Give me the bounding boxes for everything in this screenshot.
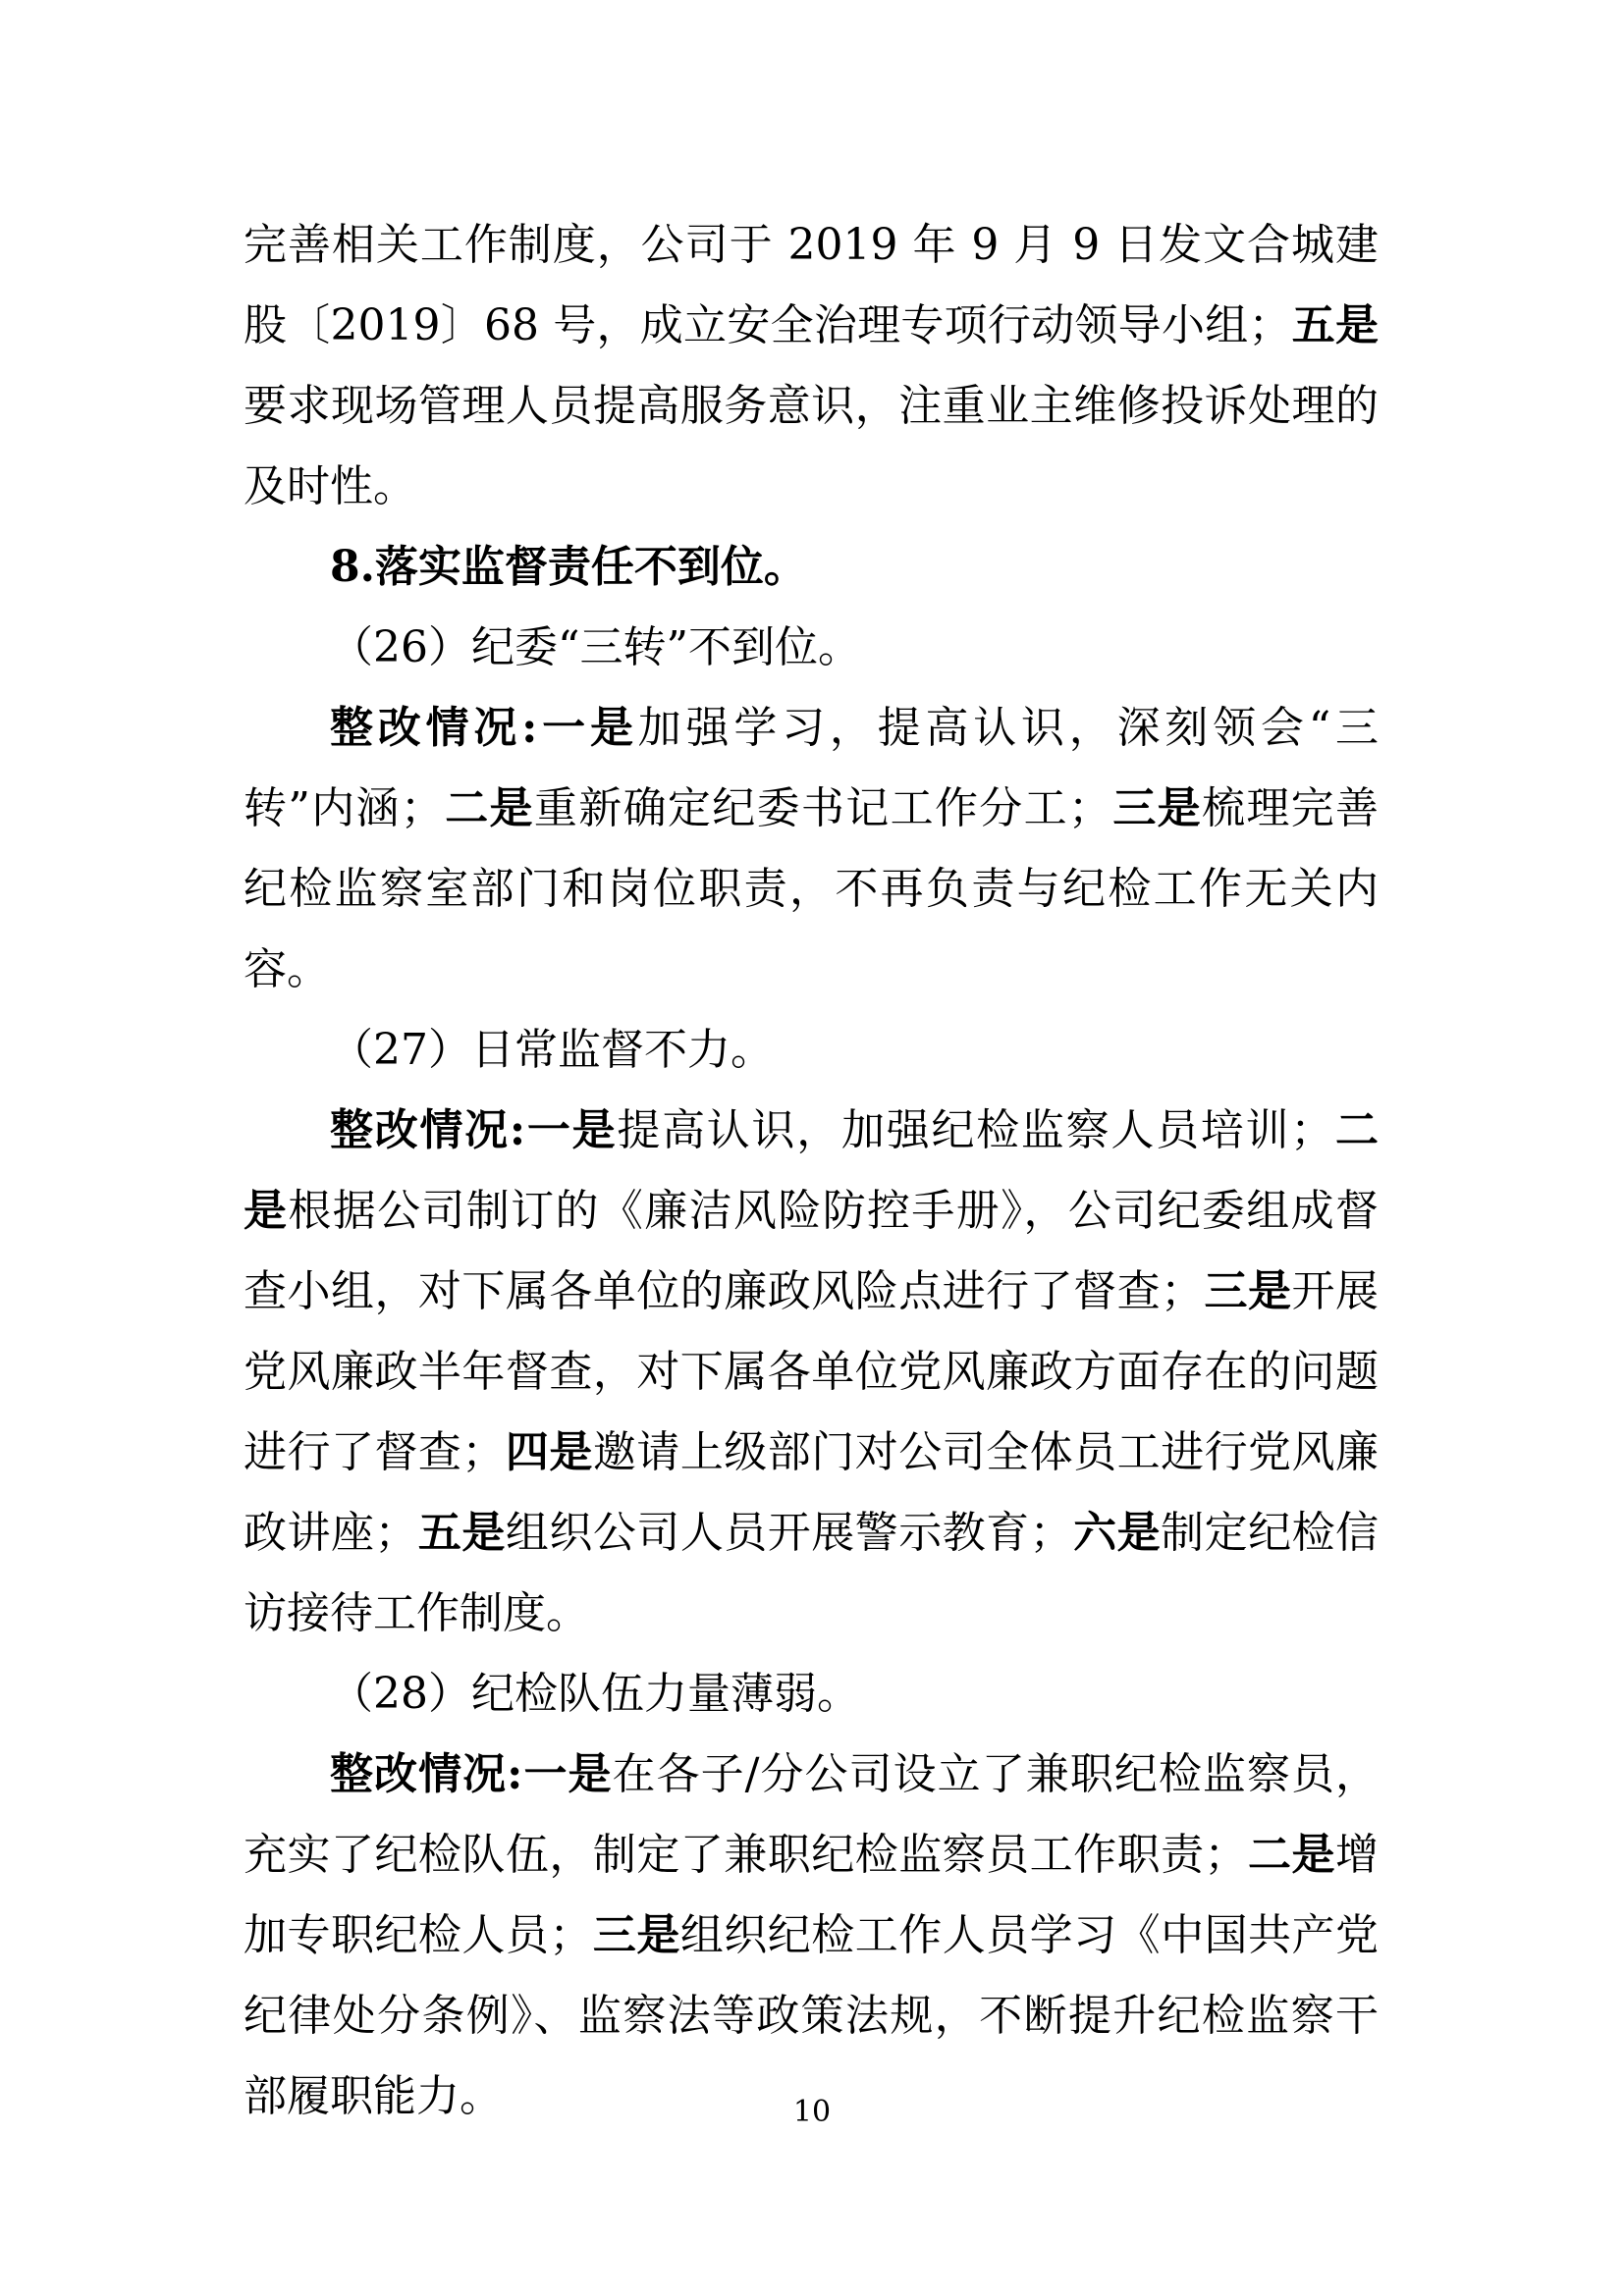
text-run: （28）纪检队伍力量薄弱。 [330, 1669, 860, 1719]
bold-text-run: 三是 [1204, 1266, 1292, 1316]
paragraph [244, 205, 1379, 527]
paragraph [244, 1654, 1379, 1735]
document-body [244, 205, 1379, 2137]
bold-text-run: 二是 [443, 783, 534, 833]
text-run: 开展党风廉政半年督查，对下属各单位党风廉政方面存在的问题进行了督查； [244, 1266, 1380, 1477]
text-run: 制定纪检信访接待工作制度。 [244, 1508, 1380, 1638]
paragraph [244, 527, 1379, 608]
paragraph [244, 1010, 1379, 1091]
text-run: 增加专职纪检人员； [244, 1830, 1380, 1960]
text-run: （26）纪委“三转”不到位。 [330, 622, 861, 672]
paragraph [244, 1091, 1379, 1654]
text-run: （27）日常监督不力。 [330, 1025, 774, 1075]
bold-text-run: 三是 [1110, 783, 1203, 833]
bold-text-run: 整改情况: [330, 703, 538, 753]
bold-text-run: 三是 [592, 1910, 680, 1960]
bold-text-run: 二是 [244, 1105, 1380, 1236]
text-run: 在各子/分公司设立了兼职纪检监察员，充实了纪检队伍，制定了兼职纪检监察员工作职责； [244, 1749, 1380, 1880]
bold-text-run: 一是 [525, 1105, 618, 1155]
text-run: 提高认识，加强纪检监察人员培训； [617, 1105, 1334, 1155]
page-number: 10 [792, 2095, 832, 2129]
bold-text-run: 整改情况: [330, 1749, 523, 1799]
text-run: 要求现场管理人员提高服务意识，注重业主维修投诉处理的及时性。 [244, 381, 1379, 511]
text-run: 组织纪检工作人员学习《中国共产党纪律处分条例》、监察法等政策法规，不断提升纪检监察干部履职能力。 [244, 1910, 1380, 2121]
bold-text-run: 四是 [505, 1427, 593, 1477]
text-run: 组织公司人员开展警示教育； [505, 1508, 1073, 1558]
bold-text-run: 一是 [537, 703, 638, 753]
bold-text-run: 六是 [1072, 1508, 1162, 1558]
bold-text-run: 8.落实监督责任不到位。 [330, 542, 807, 592]
text-run: 梳理完善纪检监察室部门和岗位职责，不再负责与纪检工作无关内容。 [244, 783, 1380, 994]
text-run: 根据公司制订的《廉洁风险防控手册》，公司纪委组成督查小组，对下属各单位的廉政风险点进行了督查； [244, 1186, 1380, 1316]
bold-text-run: 五是 [417, 1508, 506, 1558]
paragraph [244, 688, 1379, 1010]
bold-text-run: 二是 [1247, 1830, 1336, 1880]
paragraph [244, 1735, 1379, 2137]
text-run: 加强学习，提高认识，深刻领会“三转”内涵； [244, 703, 1380, 833]
text-run: 重新确定纪委书记工作分工； [533, 783, 1111, 833]
bold-text-run: 五是 [1291, 300, 1380, 350]
text-run: 完善相关工作制度，公司于 2019 年 9 月 9 日发文合城建股〔2019〕68 号，成立安全治理专项行动领导小组； [244, 220, 1379, 350]
text-run: 邀请上级部门对公司全体员工进行党风廉政讲座； [244, 1427, 1380, 1558]
bold-text-run: 一是 [522, 1749, 613, 1799]
bold-text-run: 整改情况: [330, 1105, 526, 1155]
paragraph [244, 608, 1379, 688]
